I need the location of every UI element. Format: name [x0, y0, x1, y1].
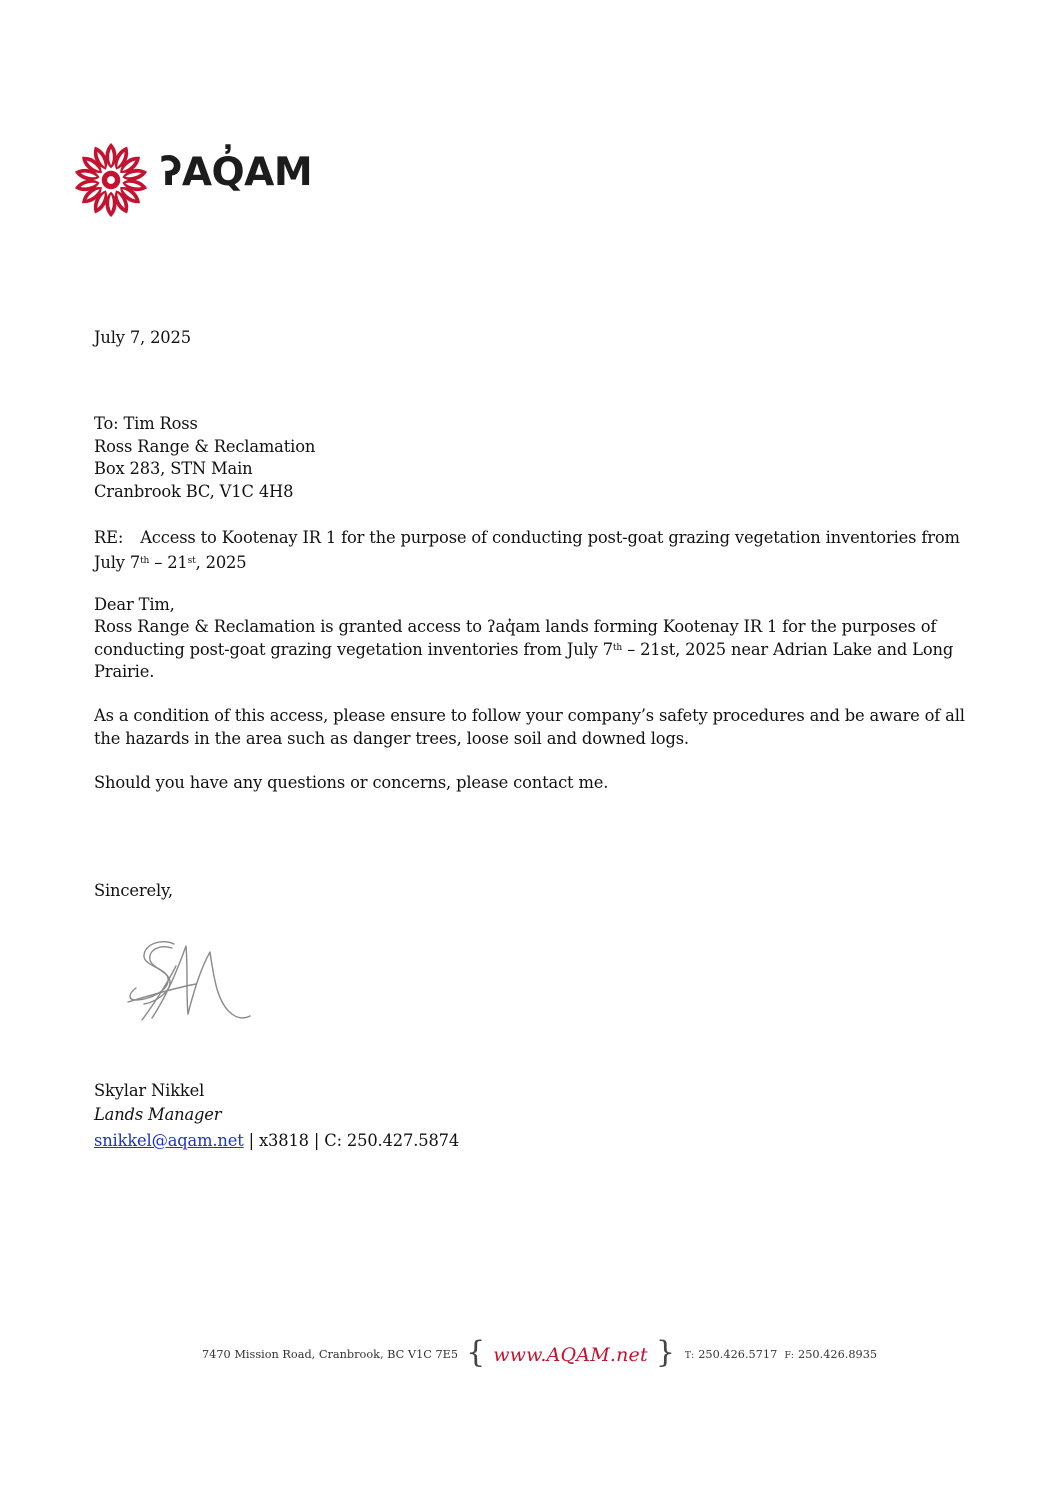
closing: Sincerely, [94, 881, 173, 900]
aqam-wordmark-logo: ʔAQ̓AM [160, 150, 313, 195]
body-paragraph: Should you have any questions or concerns, please contact me. [94, 773, 609, 792]
signer-title: Lands Manager [94, 1105, 222, 1124]
recipient-line: Ross Range & Reclamation [94, 436, 316, 456]
ordinal-suffix: th [612, 642, 623, 653]
subject-text: July 7 [94, 553, 141, 572]
paragraph-line: the hazards in the area such as danger trees, loose soil and downed logs. [94, 728, 689, 748]
subject-text: Access to Kootenay IR 1 for the purpose of conducting post-goat grazing vegetation inventories from [140, 528, 960, 547]
recipient-address [94, 413, 315, 503]
recipient-line: Box 283, STN Main [94, 459, 253, 478]
ordinal-suffix: th [140, 556, 150, 566]
footer-brace-close: } [655, 1335, 675, 1370]
signer-name: Skylar Nikkel [94, 1081, 205, 1100]
recipient-line: To: Tim Ross [94, 414, 198, 433]
email-link[interactable]: snikkel@aqam.net [94, 1131, 244, 1150]
signer-contact [94, 1130, 459, 1153]
letterhead-footer [202, 1337, 877, 1372]
body-paragraph [94, 616, 953, 684]
footer-brace-open: { [466, 1335, 486, 1370]
subject-text: , 2025 [195, 553, 247, 572]
paragraph-line: Ross Range & Reclamation is granted access to ʔaq̓am lands forming Kootenay IR 1 for the purposes of [94, 617, 937, 636]
subject-label: RE: [94, 528, 124, 547]
handwritten-signature [122, 930, 254, 1026]
subject-text: – 21 [149, 553, 188, 572]
footer-address: 7470 Mission Road, Cranbrook, BC V1C 7E5 [202, 1348, 459, 1361]
subject-line [94, 525, 960, 575]
footer-phone: T: 250.426.5717 F: 250.426.8935 [684, 1348, 878, 1361]
letter-date: July 7, 2025 [94, 328, 191, 347]
greeting: Dear Tim, [94, 595, 175, 614]
aqam-flower-logo-icon [72, 141, 150, 219]
footer-website-link[interactable]: www.AQAM.net [493, 1343, 648, 1366]
recipient-line: Cranbrook BC, V1C 4H8 [94, 481, 294, 501]
contact-details: | x3818 | C: 250.427.5874 [243, 1131, 460, 1150]
paragraph-line: conducting post-goat grazing vegetation inventories from July 7th – 21st, 2025 near Adrian Lake and Long [94, 639, 954, 659]
body-paragraph [94, 705, 965, 750]
paragraph-line: Prairie. [94, 662, 155, 681]
ordinal-suffix: st [187, 556, 196, 566]
paragraph-line: As a condition of this access, please ensure to follow your company’s safety procedures and be aware of all [94, 706, 965, 725]
